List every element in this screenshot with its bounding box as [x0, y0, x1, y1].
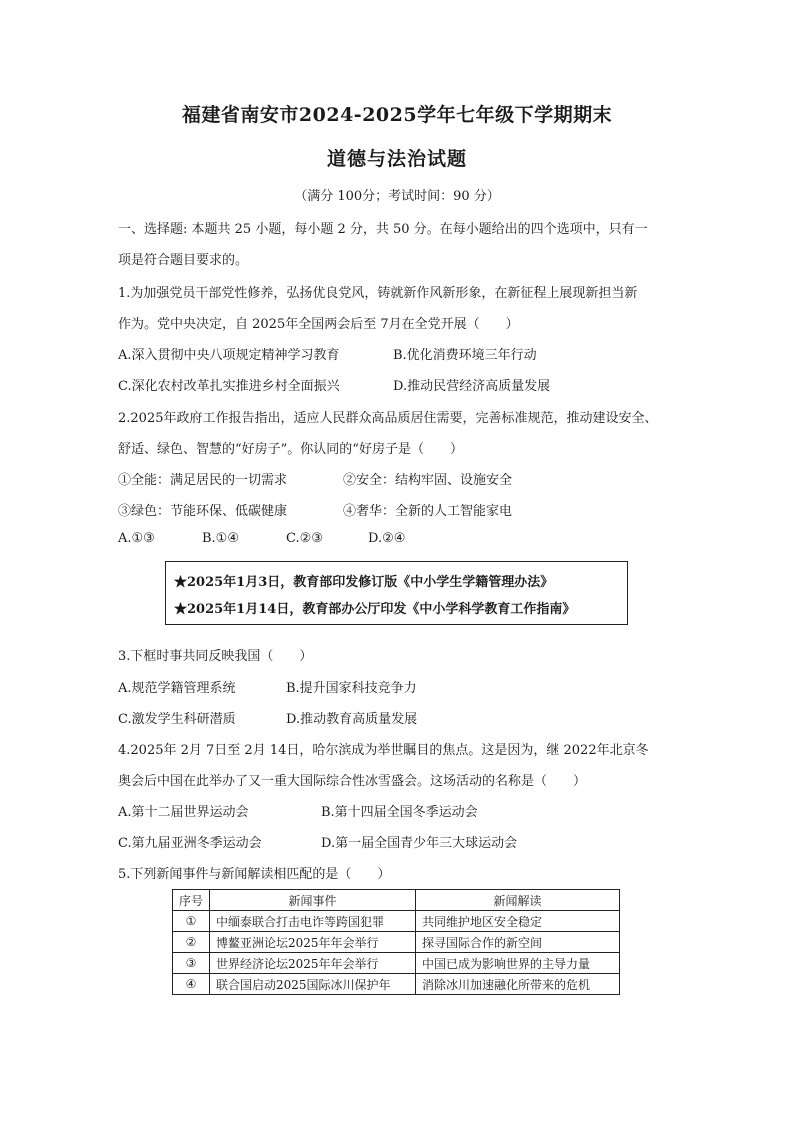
table-cell-interpretation: 中国已成为影响世界的主导力量 [416, 953, 620, 974]
table-cell-interpretation: 探寻国际合作的新空间 [416, 932, 620, 953]
exam-subject-title: 道德与法治试题 [326, 148, 467, 170]
table-header-cell: 新闻事件 [210, 890, 416, 911]
table-row [173, 911, 620, 932]
table-cell-number: ① [173, 911, 210, 932]
q4-option-b[interactable]: B.第十四届全国冬季运动会 [321, 805, 478, 820]
table-cell-number: ③ [173, 953, 210, 974]
q2-item-3: ③绿色：节能环保、低碳健康 [118, 504, 288, 519]
section-intro-line1: 一、选择题: 本题共 25 小题，每小题 2 分，共 50 分。在每小题给出的四个选项中，只有一 [118, 222, 648, 237]
q3-option-d[interactable]: D.推动教育高质量发展 [286, 712, 418, 727]
q2-item-2: ②安全：结构牢固、设施安全 [343, 473, 513, 488]
q2-stem-line1: 2.2025年政府工作报告指出，适应人民群众高品质居住需要，完善标准规范，推动建设安全、 [118, 411, 658, 426]
q1-option-c[interactable]: C.深化农村改革扎实推进乡村全面振兴 [118, 379, 340, 394]
q2-option-b[interactable]: B.①④ [202, 531, 239, 546]
section-intro-line2: 项是符合题目要求的。 [118, 253, 249, 268]
table-cell-interpretation: 消除冰川加速融化所带来的危机 [416, 974, 620, 995]
table-cell-event: 联合国启动2025国际冰川保护年 [210, 974, 416, 995]
q4-option-a[interactable]: A.第十二届世界运动会 [118, 805, 249, 820]
q3-option-c[interactable]: C.激发学生科研潜质 [118, 712, 236, 727]
table-cell-event: 博鳌亚洲论坛2025年年会举行 [210, 932, 416, 953]
q4-option-c[interactable]: C.第九届亚洲冬季运动会 [118, 836, 262, 851]
q1-option-a[interactable]: A.深入贯彻中央八项规定精神学习教育 [118, 348, 340, 363]
table-row [173, 932, 620, 953]
table-cell-event: 中缅泰联合打击电诈等跨国犯罪 [210, 911, 416, 932]
table-cell-number: ④ [173, 974, 210, 995]
q3-stem: 3.下框时事共同反映我国（ ） [118, 649, 313, 664]
q1-stem-line1: 1.为加强党员干部党性修养，弘扬优良党风，铸就新作风新形象，在新征程上展现新担当新 [118, 286, 638, 301]
news-box [165, 561, 628, 625]
q2-stem-line2: 舒适、绿色、智慧的“好房子”。你认同的“好房子是（ ） [118, 442, 463, 457]
table-header-row [173, 890, 620, 911]
table-row [173, 974, 620, 995]
news-box-line1: ★2025年1月3日，教育部印发修订版《中小学生学籍管理办法》 [174, 575, 554, 590]
q2-option-d[interactable]: D.②④ [368, 531, 406, 546]
q1-stem-line2: 作为。党中央决定，自 2025年全国两会后至 7月在全党开展（ ） [118, 317, 519, 332]
table-header-cell: 序号 [173, 890, 210, 911]
q1-option-b[interactable]: B.优化消费环境三年行动 [393, 348, 537, 363]
table-row [173, 953, 620, 974]
q3-option-a[interactable]: A.规范学籍管理系统 [118, 681, 236, 696]
q2-item-4: ④奢华：全新的人工智能家电 [343, 504, 513, 519]
table-header-cell: 新闻解读 [416, 890, 620, 911]
table-cell-event: 世界经济论坛2025年年会举行 [210, 953, 416, 974]
q4-stem-line2: 奥会后中国在此举办了又一重大国际综合性冰雪盛会。这场活动的名称是（ ） [118, 774, 587, 789]
news-table [172, 889, 620, 995]
q3-option-b[interactable]: B.提升国家科技竞争力 [286, 681, 417, 696]
q4-stem-line1: 4.2025年 2月 7日至 2月 14日，哈尔滨成为举世瞩目的焦点。这是因为，继 2022年北京冬 [118, 743, 649, 758]
table-cell-number: ② [173, 932, 210, 953]
table-cell-interpretation: 共同维护地区安全稳定 [416, 911, 620, 932]
q2-item-1: ①全能：满足居民的一切需求 [118, 473, 288, 488]
exam-info: （满分 100分；考试时间：90 分） [294, 189, 500, 204]
q5-stem: 5.下列新闻事件与新闻解读相匹配的是（ ） [118, 867, 391, 882]
q2-option-c[interactable]: C.②③ [286, 531, 323, 546]
q1-option-d[interactable]: D.推动民营经济高质量发展 [393, 379, 551, 394]
exam-title: 福建省南安市2024-2025学年七年级下学期期末 [181, 104, 613, 126]
news-box-line2: ★2025年1月14日，教育部办公厅印发《中小学科学教育工作指南》 [174, 602, 576, 617]
q4-option-d[interactable]: D.第一届全国青少年三大球运动会 [321, 836, 518, 851]
q2-option-a[interactable]: A.①③ [118, 531, 155, 546]
